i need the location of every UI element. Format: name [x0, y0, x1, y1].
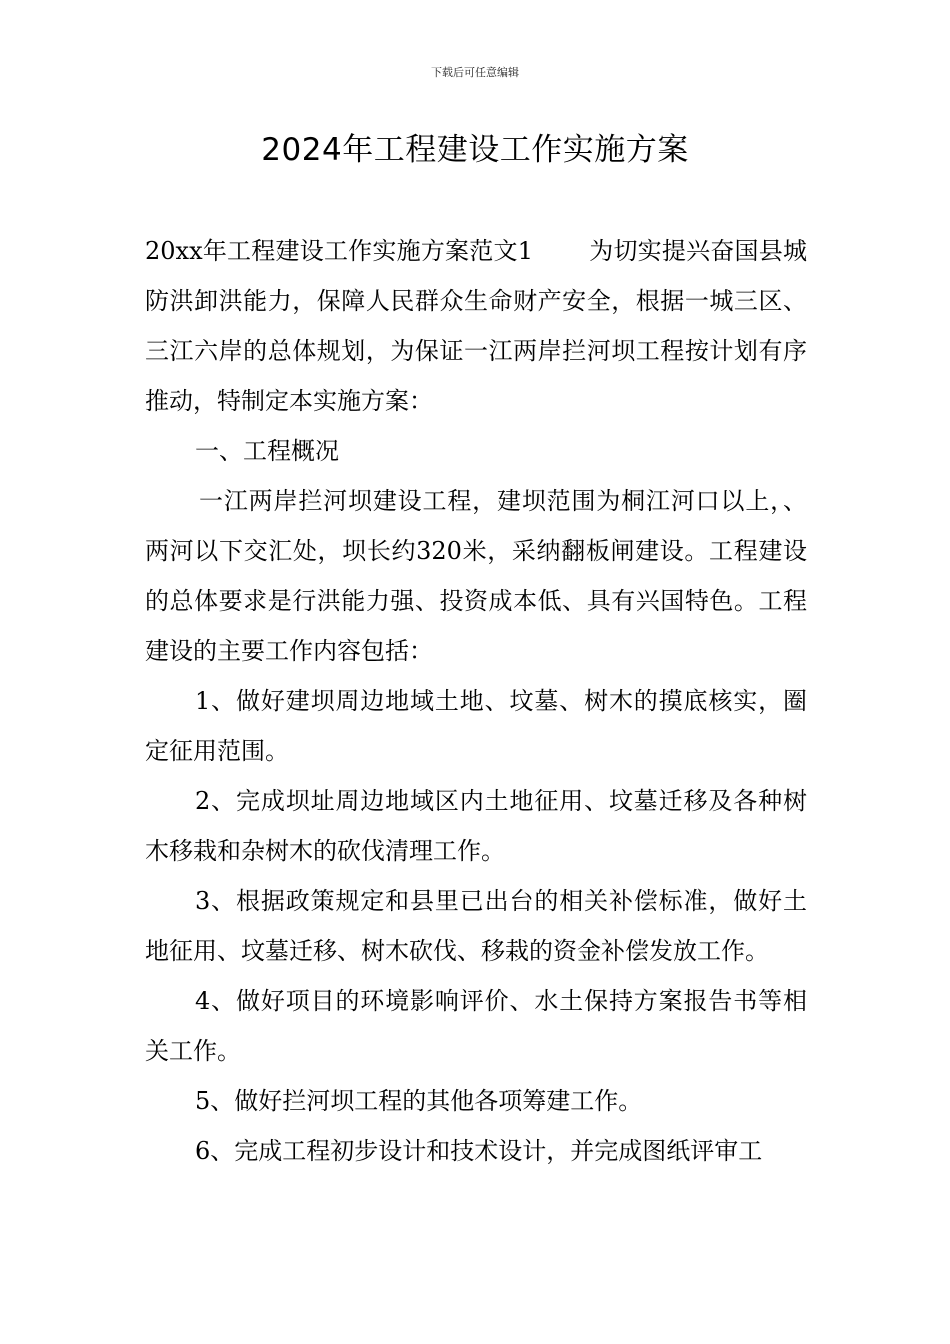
section-paragraph: 一江两岸拦河坝建设工程，建坝范围为桐江河口以上，、两河以下交汇处，坝长约320米，采纳翻板闸建设。工程建设的总体要求是行洪能力强、投资成本低、具有兴国特色。工程建设的主要工作内容包括： — [145, 487, 807, 665]
intro-text: 为切实提兴奋国县城防洪卸洪能力，保障人民群众生命财产安全，根据一城三区、三江六岸的总体规划，为保证一江两岸拦河坝工程按计划有序推动，特制定本实施方案： — [145, 237, 807, 415]
intro-label: 20xx年工程建设工作实施方案范文1 — [145, 237, 533, 265]
document-title: 2024年工程建设工作实施方案 — [261, 132, 689, 168]
document-body — [145, 226, 807, 1176]
intro-paragraph — [145, 226, 807, 426]
list-item: 1、做好建坝周边地域土地、坟墓、树木的摸底核实，圈定征用范围。 — [145, 687, 807, 765]
list-item: 6、完成工程初步设计和技术设计，并完成图纸评审工 — [195, 1137, 763, 1165]
list-item: 3、根据政策规定和县里已出台的相关补偿标准，做好土地征用、坟墓迁移、树木砍伐、移栽的资金补偿发放工作。 — [145, 887, 807, 965]
list-item: 5、做好拦河坝工程的其他各项筹建工作。 — [195, 1087, 643, 1115]
list-item: 4、做好项目的环境影响评价、水土保持方案报告书等相关工作。 — [145, 987, 807, 1065]
section-heading: 一、工程概况 — [195, 437, 339, 465]
header-note: 下载后可任意编辑 — [431, 66, 519, 79]
list-item: 2、完成坝址周边地域区内土地征用、坟墓迁移及各种树木移栽和杂树木的砍伐清理工作。 — [145, 787, 807, 865]
